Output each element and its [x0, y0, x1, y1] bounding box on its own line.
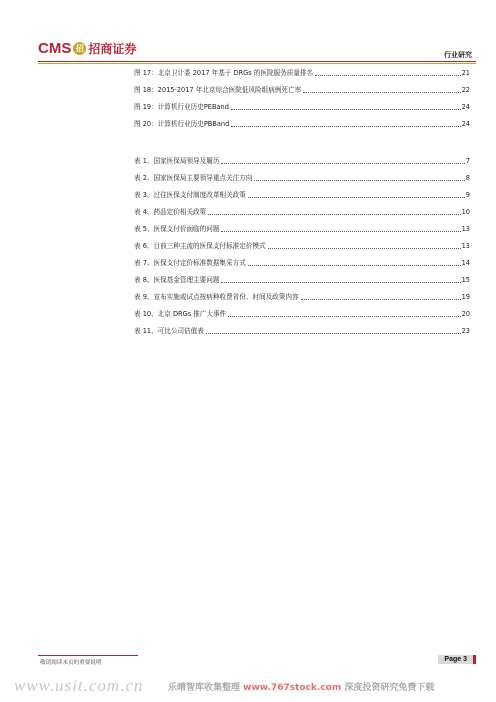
toc-entry-page: 13: [461, 225, 470, 233]
toc-entry-label: 表 2、国家医保局主要领导重点关注方向: [134, 174, 253, 182]
toc-entry-table-10[interactable]: [134, 308, 470, 320]
toc-leader-dots: [248, 197, 465, 198]
company-logo: [38, 40, 136, 57]
toc-entry-table-6[interactable]: [134, 240, 470, 252]
toc-entry-page: 14: [461, 259, 470, 267]
toc-entry-label: 表 6、目前三种主流的医保支付标准定价模式: [134, 242, 266, 250]
toc-leader-dots: [315, 75, 460, 76]
toc-entry-table-8[interactable]: [134, 274, 470, 286]
toc-leader-dots: [221, 163, 464, 164]
logo-cms-text: CMS: [38, 40, 72, 57]
toc-entry-page: 15: [461, 276, 470, 284]
toc-entry-table-9[interactable]: [134, 291, 470, 303]
toc-entry-label: 表 7、医保支付定价标准数据集采方式: [134, 259, 246, 267]
watermark-site: www.usit.com.cn: [14, 676, 144, 695]
toc-entry-page: 10: [461, 208, 470, 216]
page-number: Page 3: [438, 655, 476, 664]
toc-entry-page: 22: [461, 86, 470, 94]
logo-chinese-name: 招商证券: [88, 42, 137, 56]
toc-leader-dots: [231, 126, 460, 127]
toc-entry-figure-19[interactable]: [134, 101, 470, 113]
toc-leader-dots: [206, 333, 461, 334]
toc-entry-table-2[interactable]: [134, 172, 470, 184]
toc-leader-dots: [254, 180, 464, 181]
disclaimer-note: 敬请阅读末页的重要说明: [40, 660, 102, 666]
watermark-suffix: 深度投资研究免费下载: [341, 683, 435, 693]
toc-entry-figure-20[interactable]: [134, 118, 470, 130]
toc-leader-dots: [231, 109, 461, 110]
toc-entry-label: 图 19：计算机行业历史PEBand: [134, 103, 229, 111]
toc-leader-dots: [221, 231, 460, 232]
toc-entry-label: 表 9、宣布实施或试点按病种收费省份、时间及政策内容: [134, 293, 299, 301]
watermark-url: www.767stock.com: [243, 683, 342, 693]
header-divider: [38, 61, 476, 62]
toc-entry-label: 表 1、国家医保局领导及履历: [134, 157, 220, 165]
toc-entry-label: 表 5、医保支付价面临的问题: [134, 225, 220, 233]
toc-leader-dots: [228, 316, 460, 317]
toc-entry-label: 表 8、医保基金管理主要问题: [134, 276, 220, 284]
toc-leader-dots: [268, 248, 461, 249]
toc-entry-table-11[interactable]: [134, 325, 470, 337]
toc-entry-table-5[interactable]: [134, 223, 470, 235]
toc-leader-dots: [248, 265, 461, 266]
toc-entry-table-7[interactable]: [134, 257, 470, 269]
toc-entry-page: 9: [465, 191, 470, 199]
toc-entry-label: 表 11、可比公司估值表: [134, 327, 204, 335]
toc-leader-dots: [208, 214, 460, 215]
toc-entry-table-1[interactable]: [134, 155, 470, 167]
toc-entry-table-3[interactable]: [134, 189, 470, 201]
toc-entry-label: 表 4、药品定价相关政策: [134, 208, 207, 216]
toc-entry-page: 23: [461, 327, 470, 335]
footer-divider: [38, 655, 138, 656]
toc-leader-dots: [303, 92, 460, 93]
toc-entry-page: 13: [461, 242, 470, 250]
report-section-label: 行业研究: [444, 51, 472, 59]
toc-entry-figure-17[interactable]: [134, 67, 470, 79]
watermark-banner: [168, 680, 434, 693]
toc-entry-label: 图 17：北京卫计委 2017 年基于 DRGs 的医院服务质量排名: [134, 69, 314, 77]
toc-entry-page: 20: [461, 310, 470, 318]
toc-entry-label: 图 20：计算机行业历史PBBand: [134, 120, 230, 128]
toc-entry-page: 24: [461, 103, 470, 111]
header-divider-gold: [38, 63, 476, 64]
toc-entry-page: 19: [461, 293, 470, 301]
logo-badge-icon: 招: [73, 42, 86, 55]
toc-leader-dots: [301, 299, 461, 300]
toc-leader-dots: [221, 282, 460, 283]
toc-entry-label: 表 3、过往医保支付制度改革相关政策: [134, 191, 246, 199]
toc-entry-table-4[interactable]: [134, 206, 470, 218]
toc-entry-label: 图 18：2015-2017 年北京综合医院低风险组病例死亡率: [134, 86, 302, 94]
toc-entry-page: 7: [465, 157, 470, 165]
toc-entry-page: 8: [465, 174, 470, 182]
toc-entry-figure-18[interactable]: [134, 84, 470, 96]
toc-entry-label: 表 10、北京 DRGs 推广大事件: [134, 310, 227, 318]
watermark-prefix: 乐晴智库收集整理: [168, 683, 244, 693]
toc-entry-page: 21: [461, 69, 470, 77]
toc-entry-page: 24: [461, 120, 470, 128]
